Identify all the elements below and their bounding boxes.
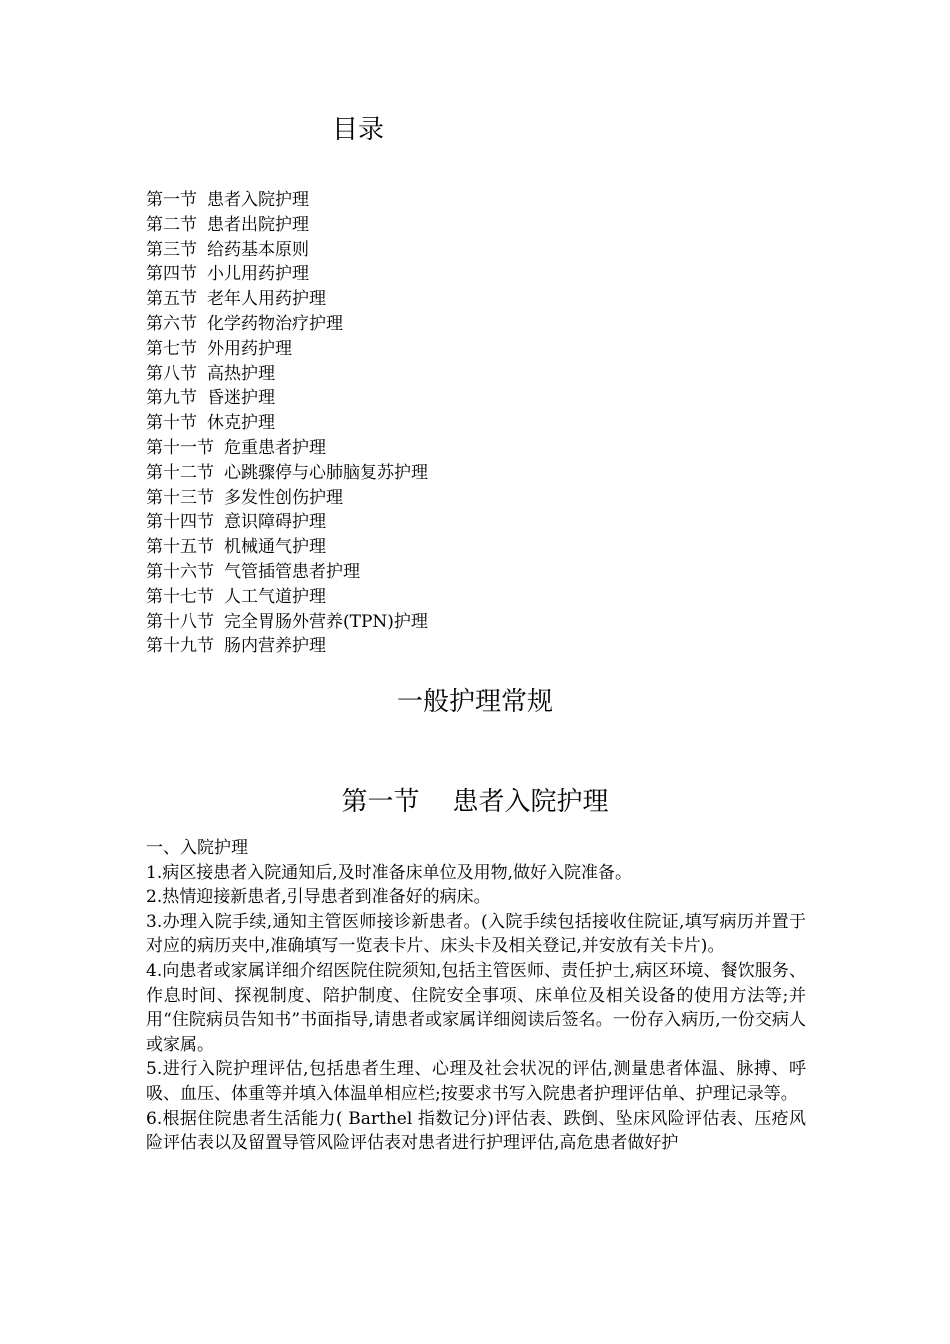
toc-entry-number: 第十节 (146, 413, 197, 434)
toc-entry (146, 213, 428, 238)
toc-entry-number: 第七节 (146, 338, 197, 359)
toc-entry (146, 362, 428, 387)
toc-entry-title: 化学药物治疗护理 (207, 313, 343, 334)
toc-title: 目录 (331, 115, 384, 145)
toc-entry-number: 第四节 (146, 264, 197, 285)
toc-entry-number: 第十二节 (146, 462, 214, 483)
table-of-contents (146, 188, 428, 659)
toc-entry (146, 585, 428, 610)
toc-entry (146, 262, 428, 287)
toc-entry-number: 第九节 (146, 388, 197, 409)
toc-entry-title: 患者出院护理 (207, 214, 309, 235)
section-title: 第一节 患者入院护理 (341, 787, 609, 817)
toc-entry (146, 188, 428, 213)
toc-entry (146, 312, 428, 337)
toc-entry (146, 461, 428, 486)
toc-entry-number: 第十四节 (146, 512, 214, 533)
toc-entry-title: 小儿用药护理 (207, 264, 309, 285)
toc-entry-number: 第五节 (146, 289, 197, 310)
toc-entry-number: 第十一节 (146, 437, 214, 458)
toc-entry-title: 外用药护理 (207, 338, 292, 359)
toc-entry-title: 人工气道护理 (224, 586, 326, 607)
toc-entry-number: 第八节 (146, 363, 197, 384)
toc-entry-number: 第十六节 (146, 561, 214, 582)
section-body (146, 836, 806, 1156)
toc-entry-title: 肠内营养护理 (224, 636, 326, 657)
toc-entry-title: 老年人用药护理 (207, 289, 326, 310)
toc-entry-number: 第六节 (146, 313, 197, 334)
toc-entry (146, 486, 428, 511)
toc-entry-title: 机械通气护理 (224, 537, 326, 558)
toc-entry (146, 560, 428, 585)
body-paragraph: 3.办理入院手续,通知主管医师接诊新患者。(入院手续包括接收住院证,填写病历并置于对应的病历夹中,准确填写一览表卡片、床头卡及相关登记,并安放有关卡片)。 (146, 911, 806, 957)
toc-entry-number: 第十五节 (146, 537, 214, 558)
part-title: 一般护理常规 (396, 687, 553, 717)
toc-entry-number: 第一节 (146, 190, 197, 210)
toc-entry-title: 多发性创伤护理 (224, 487, 343, 508)
toc-entry (146, 386, 428, 411)
toc-entry-number: 第十八节 (146, 611, 214, 632)
toc-entry-number: 第二节 (146, 214, 197, 235)
toc-entry (146, 634, 428, 659)
toc-entry-title: 完全胃肠外营养(TPN)护理 (224, 611, 428, 632)
body-paragraph: 4.向患者或家属详细介绍医院住院须知,包括主管医师、责任护士,病区环境、餐饮服务、作息时间、探视制度、陪护制度、住院安全事项、床单位及相关设备的使用方法等;并用“住院病员告知书”书面指导,请患者或家属详细阅读后签名。一份存入病历,一份交病人或家属。 (146, 960, 806, 1055)
toc-entry-title: 昏迷护理 (207, 388, 275, 409)
toc-entry-number: 第十三节 (146, 487, 214, 508)
toc-entry-title: 意识障碍护理 (224, 512, 326, 533)
toc-entry-title: 高热护理 (207, 363, 275, 384)
subsection-heading: 一、入院护理 (146, 838, 248, 858)
body-paragraph: 1.病区接患者入院通知后,及时准备床单位及用物,做好入院准备。 (146, 862, 633, 883)
body-paragraph: 2.热情迎接新患者,引导患者到准备好的病床。 (146, 887, 491, 908)
toc-entry-number: 第三节 (146, 239, 197, 260)
toc-entry (146, 436, 428, 461)
body-paragraph: 5.进行入院护理评估,包括患者生理、心理及社会状况的评估,测量患者体温、脉搏、呼吸、血压、体重等并填入体温单相应栏;按要求书写入院患者护理评估单、护理记录等。 (146, 1059, 806, 1104)
toc-entry (146, 238, 428, 263)
toc-entry-number: 第十九节 (146, 636, 214, 657)
toc-entry-title: 气管插管患者护理 (224, 561, 360, 582)
toc-entry-title: 给药基本原则 (207, 239, 309, 260)
toc-entry-title: 休克护理 (207, 413, 275, 434)
toc-entry-title: 危重患者护理 (224, 437, 326, 458)
toc-entry (146, 287, 428, 312)
toc-entry-number: 第十七节 (146, 586, 214, 607)
body-paragraph: 6.根据住院患者生活能力( Barthel 指数记分)评估表、跌倒、坠床风险评估表、压疮风险评估表以及留置导管风险评估表对患者进行护理评估,高危患者做好护 (146, 1108, 806, 1154)
toc-entry (146, 337, 428, 362)
toc-entry (146, 411, 428, 436)
toc-entry (146, 535, 428, 560)
toc-entry-title: 心跳骤停与心肺脑复苏护理 (224, 462, 428, 483)
toc-entry (146, 510, 428, 535)
toc-entry-title: 患者入院护理 (207, 190, 309, 210)
toc-entry (146, 610, 428, 635)
